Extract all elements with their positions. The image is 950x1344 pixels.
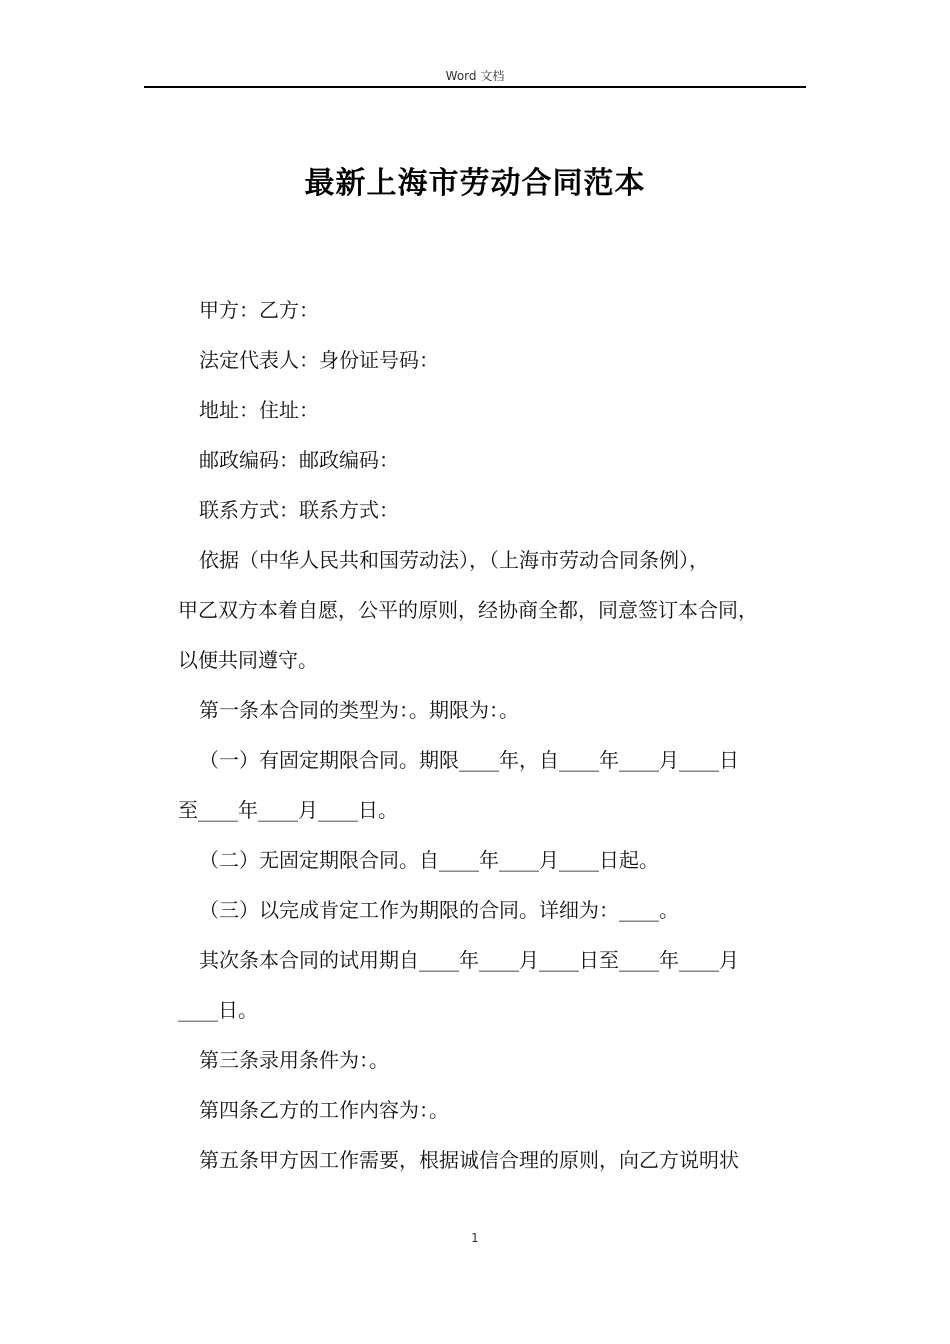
body-line: 邮政编码：邮政编码： [199,448,399,472]
body-line: 甲乙双方本着自愿，公平的原则，经协商全都，同意签订本合同， [178,598,758,622]
body-line: （二）无固定期限合同。自____年____月____日起。 [199,848,659,872]
body-line: 其次条本合同的试用期自____年____月____日至____年____月 [199,948,739,972]
body-line: 地址：住址： [199,398,319,422]
page-number: 1 [471,1231,479,1245]
document-title: 最新上海市劳动合同范本 [304,166,646,201]
body-line: 第三条录用条件为：。 [199,1048,389,1072]
body-line: 甲方：乙方： [199,298,319,322]
body-line: 以便共同遵守。 [178,648,318,672]
body-line: （一）有固定期限合同。期限____年，自____年____月____日 [199,748,739,772]
body-line: 第一条本合同的类型为：。期限为：。 [199,698,519,722]
header-divider [144,86,806,88]
body-line: 联系方式：联系方式： [199,498,399,522]
body-line: 依据（中华人民共和国劳动法），（上海市劳动合同条例）， [199,548,709,572]
body-line: ____日。 [178,998,258,1022]
body-line: 法定代表人：身份证号码： [199,348,439,372]
body-line: 至____年____月____日。 [178,798,398,822]
body-line: （三）以完成肯定工作为期限的合同。详细为：____。 [199,898,679,922]
document-body [178,285,818,1185]
header-label: Word 文档 [445,69,505,83]
body-line: 第四条乙方的工作内容为：。 [199,1098,449,1122]
body-line: 第五条甲方因工作需要，根据诚信合理的原则，向乙方说明状 [199,1148,739,1172]
